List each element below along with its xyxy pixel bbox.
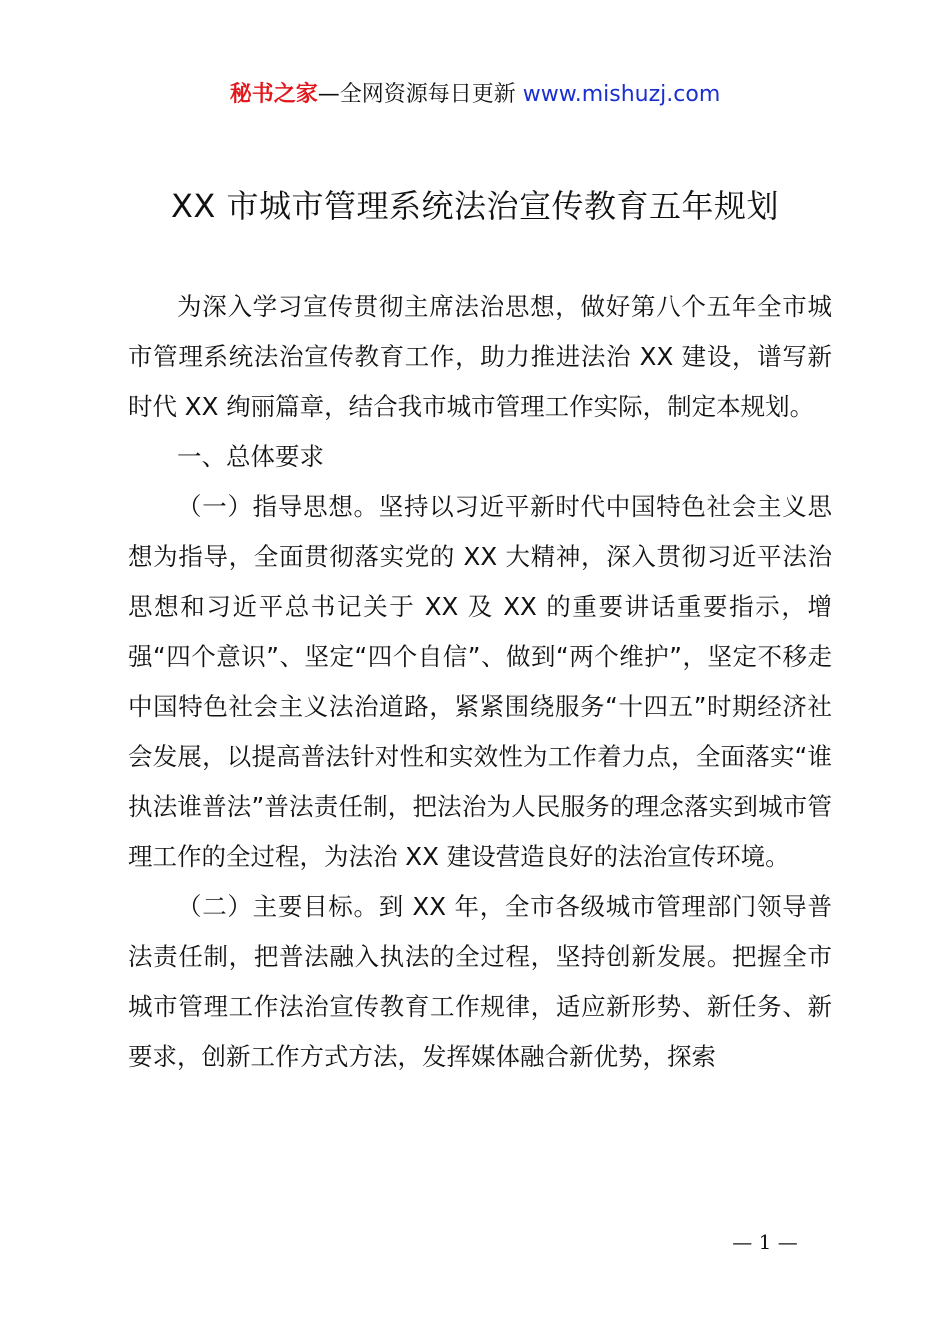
intro-paragraph: 为深入学习宣传贯彻主席法治思想，做好第八个五年全市城市管理系统法治宣传教育工作，助力推进法治 XX 建设，谱写新时代 XX 绚丽篇章，结合我市城市管理工作实际，制定本规划。	[128, 292, 832, 421]
document-title: XX 市城市管理系统法治宣传教育五年规划	[170, 187, 780, 225]
document-body	[128, 282, 832, 1082]
main-goal-paragraph: （二）主要目标。到 XX 年，全市各级城市管理部门领导普法责任制，把普法融入执法的全过程，坚持创新发展。把握全市城市管理工作法治宣传教育工作规律，适应新形势、新任务、新要求，创新工作方式方法，发挥媒体融合新优势，探索	[128, 892, 832, 1071]
section-heading: 一、总体要求	[177, 442, 324, 471]
page-number: — 1 —	[732, 1230, 798, 1254]
banner-tagline: —全网资源每日更新	[317, 82, 523, 107]
site-banner	[0, 78, 950, 112]
site-url[interactable]: www.mishuzj.com	[522, 82, 721, 107]
brand-name: 秘书之家	[229, 82, 318, 107]
guiding-thought-paragraph: （一）指导思想。坚持以习近平新时代中国特色社会主义思想为指导，全面贯彻落实党的 XX 大精神，深入贯彻习近平法治思想和习近平总书记关于 XX 及 XX 的重要讲话重要指示，增强“四个意识”、坚定“四个自信”、做到“两个维护”，坚定不移走中国特色社会主义法治道路，紧紧围绕服务“十四五”时期经济社会发展，以提高普法针对性和实效性为工作着力点，全面落实“谁执法谁普法”普法责任制，把法治为人民服务的理念落实到城市管理工作的全过程，为法治 XX 建设营造良好的法治宣传环境。	[128, 492, 832, 871]
